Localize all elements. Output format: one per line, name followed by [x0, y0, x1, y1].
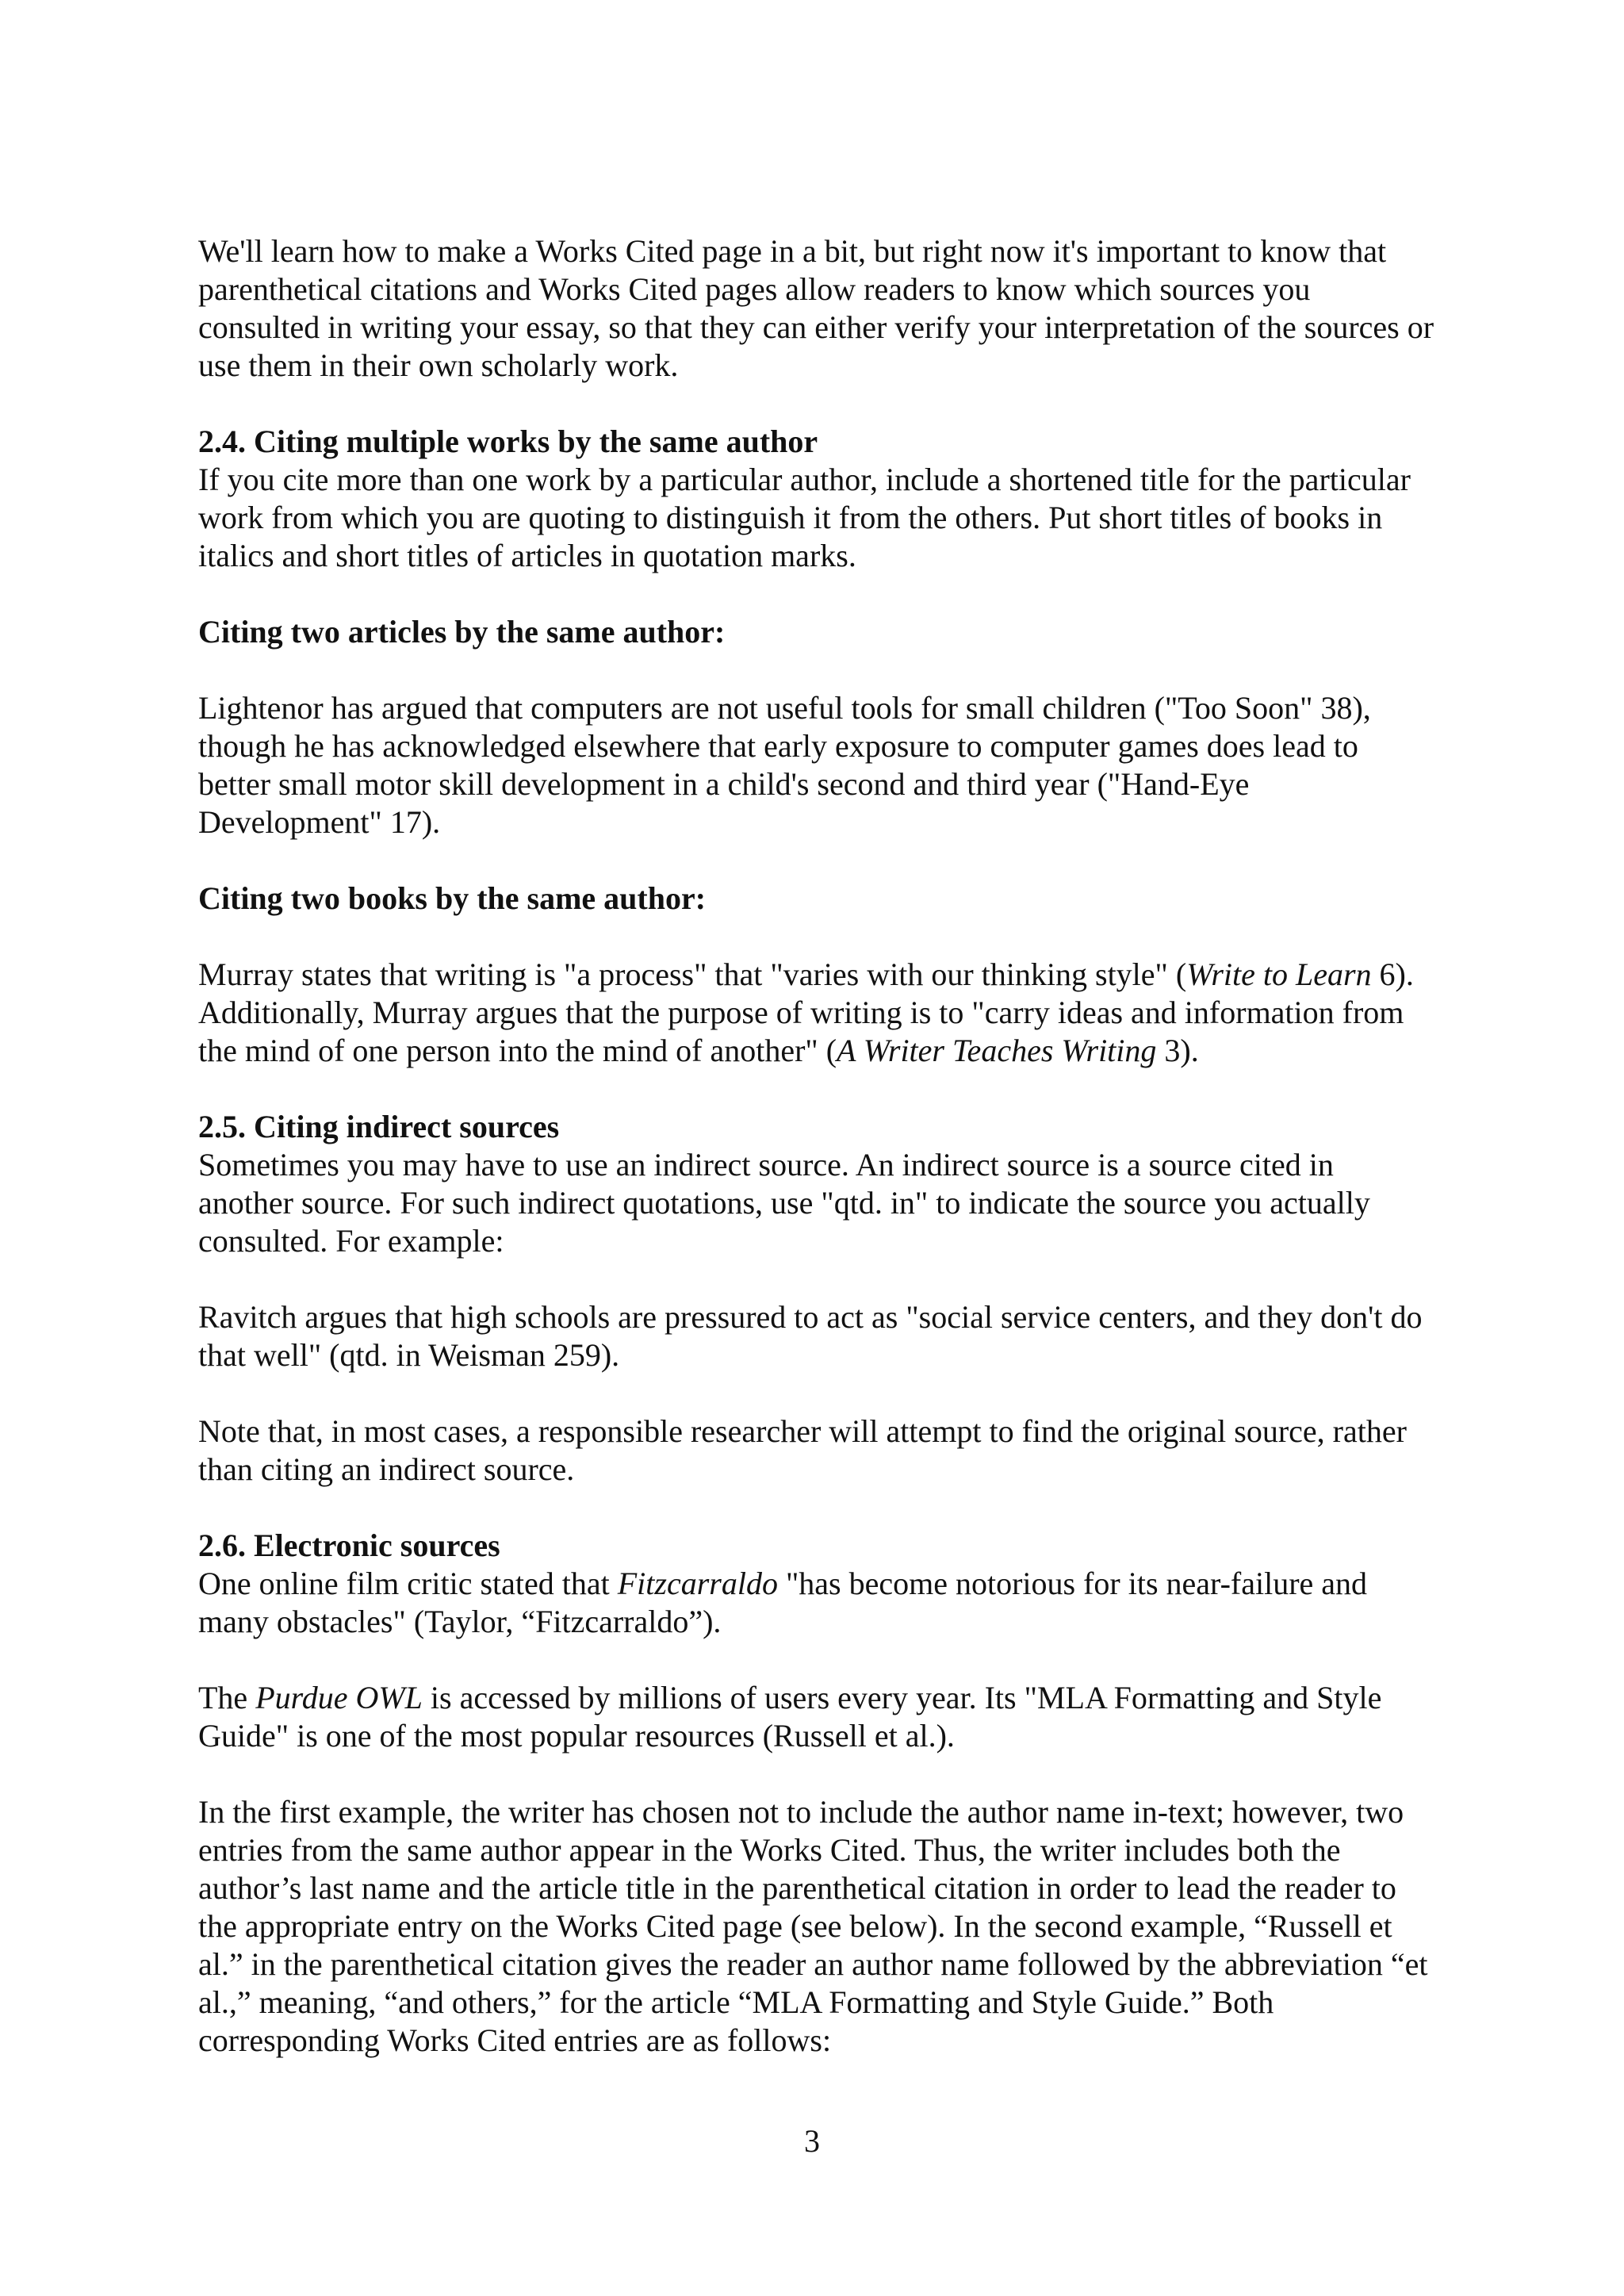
books-example-text-2: 6). Additionally, Murray argues that the purpose of writing is to "carry ideas and information from the mind of one person into the mind of another" (	[198, 956, 1414, 1068]
indirect-source-note: Note that, in most cases, a responsible researcher will attempt to find the original source, rather than citing an indirect source.	[198, 1413, 1407, 1487]
section-2-4-heading: 2.4. Citing multiple works by the same author	[198, 424, 818, 459]
paragraph-gap	[198, 1755, 1435, 1793]
intro-paragraph: We'll learn how to make a Works Cited page in a bit, but right now it's important to know that parenthetical citations and Works Cited pages allow readers to know which sources you consulted in writing your essay, so that they can either verify your interpretation of the sources or use them in their own scholarly work.	[198, 233, 1434, 383]
paragraph-gap	[198, 841, 1435, 880]
electronic-example-2-text-2: is accessed by millions of users every year. Its "MLA Formatting and Style Guide" is one of the most popular resources (Russell et al.).	[198, 1680, 1382, 1754]
books-subheading: Citing two books by the same author:	[198, 880, 707, 916]
paragraph-gap	[198, 1260, 1435, 1298]
articles-subheading: Citing two articles by the same author:	[198, 614, 726, 650]
indirect-source-example: Ravitch argues that high schools are pressured to act as "social service centers, and they don't do that well" (qtd. in Weisman 259).	[198, 1299, 1423, 1373]
paragraph-gap	[198, 1489, 1435, 1527]
section-2-4-body: If you cite more than one work by a particular author, include a shortened title for the particular work from which you are quoting to distinguish it from the others. Put short titles of books in italics and short titles of articles in quotation marks.	[198, 462, 1411, 573]
book-title-write-to-learn: Write to Learn	[1186, 956, 1372, 992]
books-example-text-1: Murray states that writing is "a process" that "varies with our thinking style" (	[198, 956, 1187, 992]
paragraph-gap	[198, 385, 1435, 423]
section-2-5-heading: 2.5. Citing indirect sources	[198, 1109, 560, 1144]
section-2-6-heading: 2.6. Electronic sources	[198, 1527, 500, 1563]
books-example-text-3: 3).	[1156, 1033, 1199, 1068]
electronic-example-1	[198, 1565, 1435, 1641]
electronic-example-2	[198, 1679, 1435, 1755]
electronic-explanation: In the first example, the writer has chosen not to include the author name in-text; however, two entries from the same author appear in the Works Cited. Thus, the writer includes both the author’s last name and the article title in the parenthetical citation in order to lead the reader to the appropriate entry on the Works Cited page (see below). In the second example, “Russell et al.” in the parenthetical citation gives the reader an author name followed by the abbreviation “et al.,” meaning, “and others,” for the article “MLA Formatting and Style Guide.” Both corresponding Works Cited entries are as follows:	[198, 1794, 1428, 2058]
paragraph-gap	[198, 1374, 1435, 1412]
site-title-purdue-owl: Purdue OWL	[255, 1680, 423, 1715]
film-title-fitzcarraldo: Fitzcarraldo	[617, 1566, 778, 1601]
articles-example: Lightenor has argued that computers are not useful tools for small children ("Too Soon" 38), though he has acknowledged elsewhere that early exposure to computer games does lead to better small motor skill development in a child's second and third year ("Hand-Eye Development" 17).	[198, 690, 1371, 840]
document-body	[198, 232, 1435, 2060]
books-example	[198, 956, 1435, 1070]
paragraph-gap	[198, 918, 1435, 956]
electronic-example-1-text-1: One online film critic stated that	[198, 1566, 618, 1601]
electronic-example-1-text-2: "has become notorious for its near-failure and many obstacles" (Taylor, “Fitzcarraldo”).	[198, 1566, 1368, 1639]
paragraph-gap	[198, 1641, 1435, 1679]
paragraph-gap	[198, 651, 1435, 689]
section-2-5-body: Sometimes you may have to use an indirect source. An indirect source is a source cited in another source. For such indirect quotations, use "qtd. in" to indicate the source you actually consulted. For example:	[198, 1147, 1370, 1259]
electronic-example-2-text-1: The	[198, 1680, 256, 1715]
paragraph-gap	[198, 575, 1435, 613]
book-title-a-writer-teaches-writing: A Writer Teaches Writing	[837, 1033, 1157, 1068]
page-number: 3	[804, 2123, 820, 2159]
paragraph-gap	[198, 1070, 1435, 1108]
